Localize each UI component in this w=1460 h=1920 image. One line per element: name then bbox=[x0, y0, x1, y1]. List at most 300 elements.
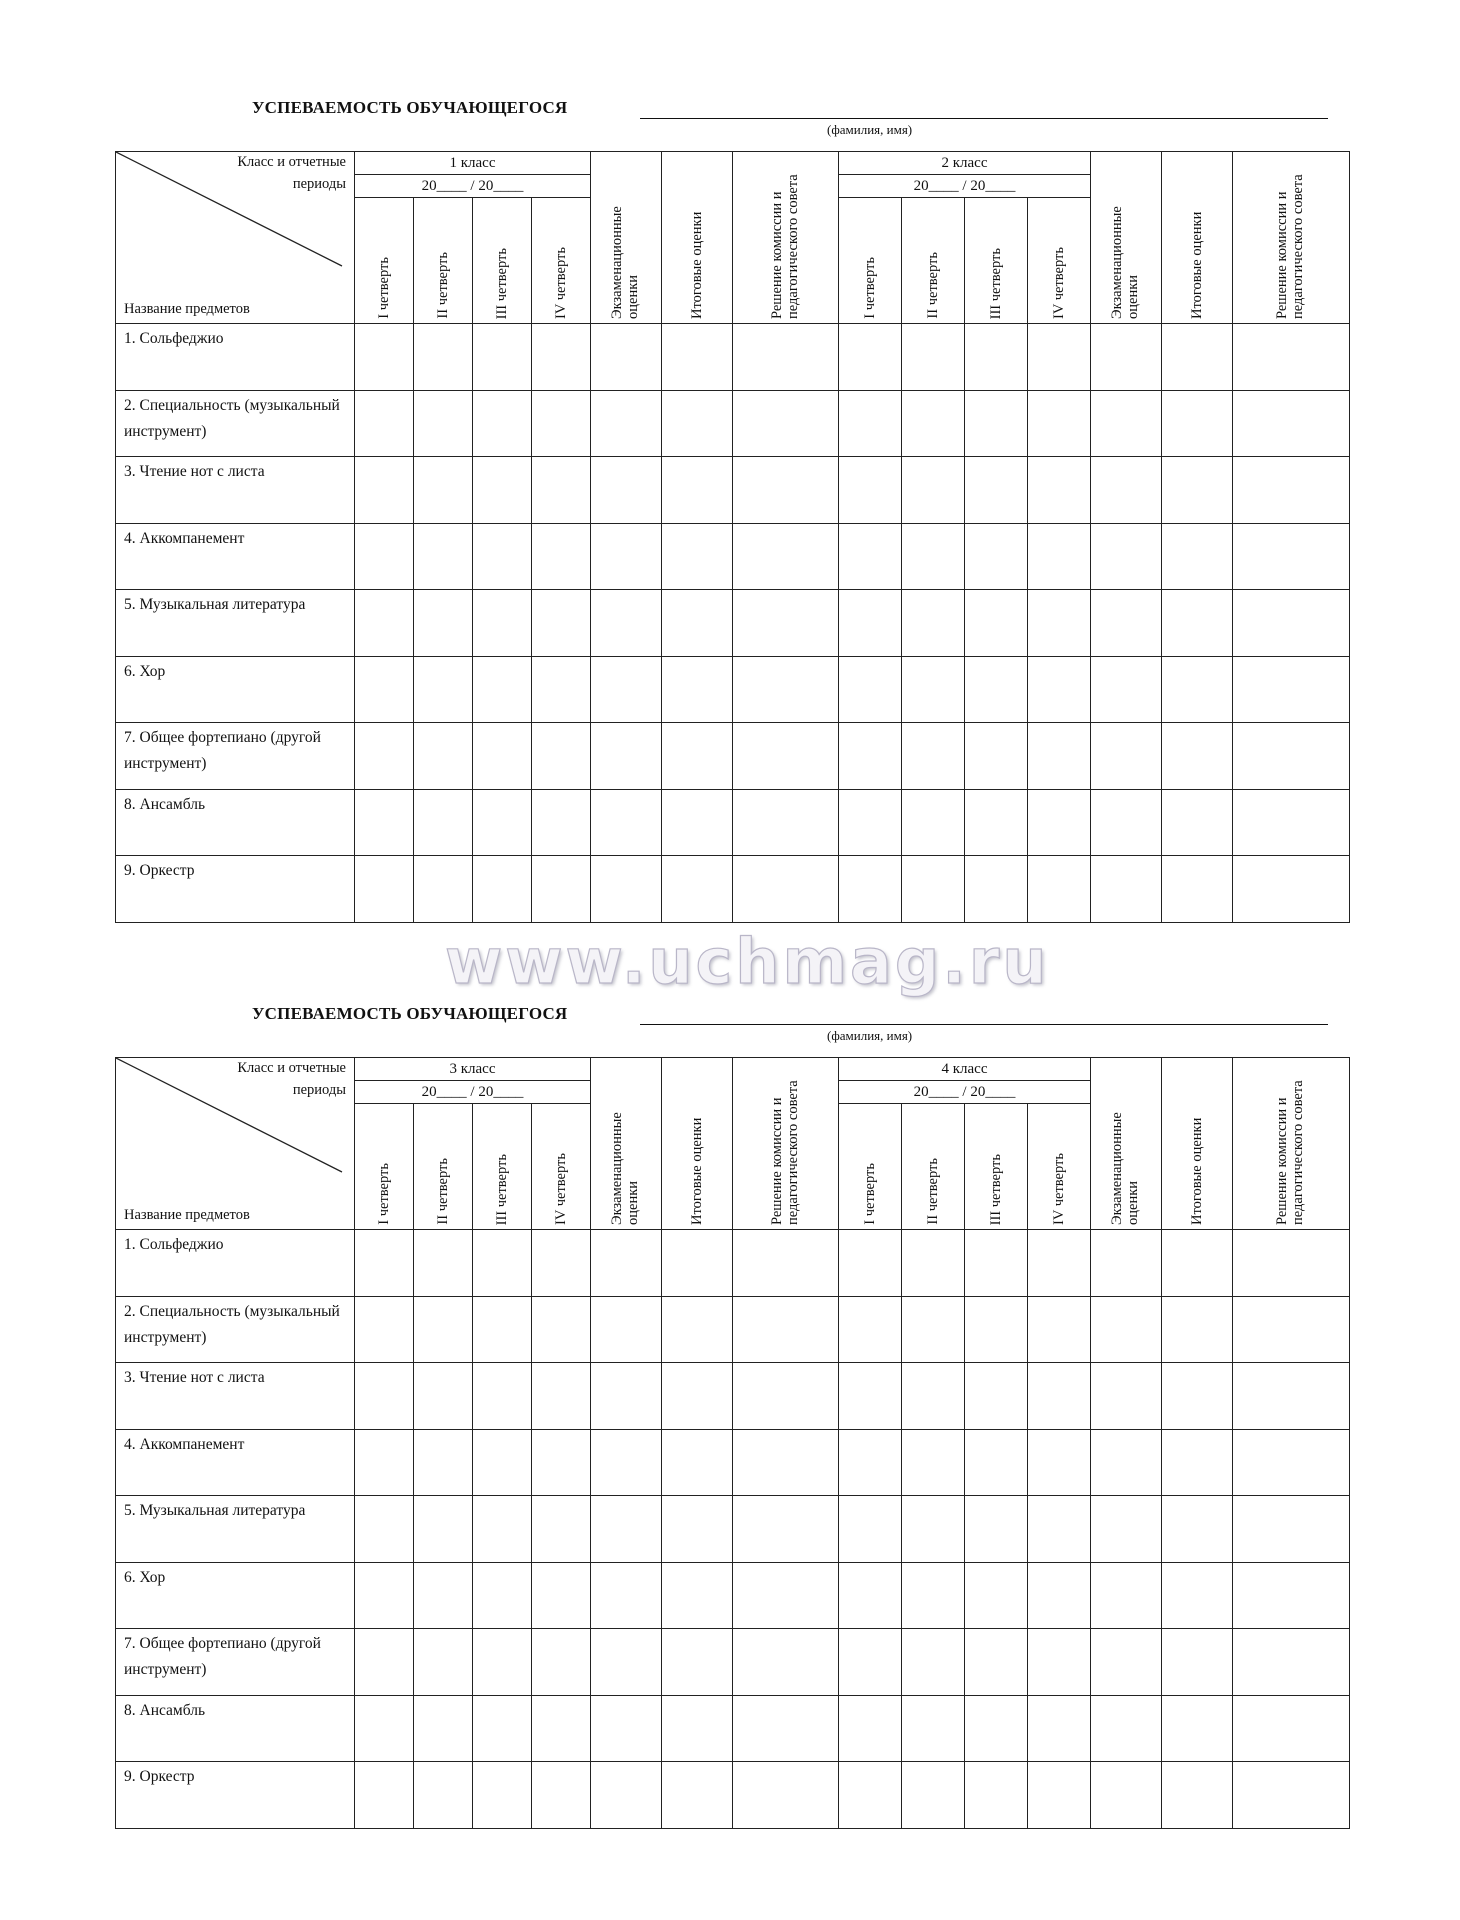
watermark: www.uchmag.ru bbox=[445, 925, 1050, 998]
grade-cell[interactable] bbox=[355, 457, 414, 524]
grade-cell[interactable] bbox=[1233, 1695, 1350, 1762]
grade-cell[interactable] bbox=[414, 656, 473, 723]
grade-cell[interactable] bbox=[733, 457, 839, 524]
grade-cell[interactable] bbox=[591, 789, 662, 856]
grade-cell[interactable] bbox=[414, 324, 473, 391]
grade-cell[interactable] bbox=[662, 1562, 733, 1629]
grade-cell[interactable] bbox=[355, 1363, 414, 1430]
subject-row bbox=[116, 523, 1350, 590]
grade-cell[interactable] bbox=[662, 324, 733, 391]
subject-row bbox=[116, 789, 1350, 856]
grade-cell[interactable] bbox=[902, 1562, 965, 1629]
grade-cell[interactable] bbox=[839, 1296, 902, 1363]
grade-cell[interactable] bbox=[839, 1363, 902, 1430]
grade-cell[interactable] bbox=[591, 390, 662, 457]
grade-cell[interactable] bbox=[591, 1762, 662, 1829]
grade-cell[interactable] bbox=[733, 656, 839, 723]
grade-cell[interactable] bbox=[591, 1562, 662, 1629]
quarter-header: I четверть bbox=[355, 198, 414, 324]
subject-name: 5. Музыкальная литература bbox=[116, 1496, 355, 1563]
grade-cell[interactable] bbox=[965, 390, 1028, 457]
grade-cell[interactable] bbox=[532, 457, 591, 524]
grade-cell[interactable] bbox=[965, 590, 1028, 657]
quarter-header: I четверть bbox=[355, 1104, 414, 1230]
grade-cell[interactable] bbox=[902, 656, 965, 723]
grade-cell[interactable] bbox=[1091, 723, 1162, 790]
grade-cell[interactable] bbox=[473, 1762, 532, 1829]
grade-cell[interactable] bbox=[733, 1562, 839, 1629]
grade-cell[interactable] bbox=[965, 1296, 1028, 1363]
grade-cell[interactable] bbox=[902, 1496, 965, 1563]
grade-cell[interactable] bbox=[591, 656, 662, 723]
grade-cell[interactable] bbox=[902, 1762, 965, 1829]
grade-cell[interactable] bbox=[1091, 590, 1162, 657]
grade-cell[interactable] bbox=[355, 1695, 414, 1762]
quarter-header: III четверть bbox=[965, 198, 1028, 324]
grade-cell[interactable] bbox=[1162, 656, 1233, 723]
grade-cell[interactable] bbox=[733, 1762, 839, 1829]
grade-cell[interactable] bbox=[532, 1230, 591, 1297]
grade-cell[interactable] bbox=[1162, 723, 1233, 790]
decision-header: Решение комиссии и педагогического совета bbox=[1233, 1058, 1350, 1230]
grade-cell[interactable] bbox=[662, 1429, 733, 1496]
grade-cell[interactable] bbox=[839, 1629, 902, 1696]
grade-cell[interactable] bbox=[355, 1429, 414, 1496]
grade-cell[interactable] bbox=[839, 656, 902, 723]
grade-cell[interactable] bbox=[662, 1695, 733, 1762]
grade-cell[interactable] bbox=[662, 1230, 733, 1297]
grade-cell[interactable] bbox=[473, 1629, 532, 1696]
grade-cell[interactable] bbox=[414, 1230, 473, 1297]
grade-cell[interactable] bbox=[1233, 324, 1350, 391]
grade-cell[interactable] bbox=[1162, 1363, 1233, 1430]
grade-cell[interactable] bbox=[839, 1562, 902, 1629]
grade-cell[interactable] bbox=[662, 390, 733, 457]
grade-cell[interactable] bbox=[591, 324, 662, 391]
grade-cell[interactable] bbox=[1028, 1230, 1091, 1297]
grade-cell[interactable] bbox=[839, 523, 902, 590]
year-left-header: 20____ / 20____ bbox=[355, 175, 591, 198]
grade-cell[interactable] bbox=[591, 1496, 662, 1563]
grade-cell[interactable] bbox=[902, 523, 965, 590]
grade-cell[interactable] bbox=[532, 324, 591, 391]
grade-cell[interactable] bbox=[1028, 1429, 1091, 1496]
grade-cell[interactable] bbox=[355, 1629, 414, 1696]
form-title: УСПЕВАЕМОСТЬ ОБУЧАЮЩЕГОСЯ bbox=[252, 98, 568, 117]
grade-cell[interactable] bbox=[733, 723, 839, 790]
grade-cell[interactable] bbox=[355, 1496, 414, 1563]
grade-cell[interactable] bbox=[1233, 390, 1350, 457]
grade-cell[interactable] bbox=[591, 1230, 662, 1297]
grade-cell[interactable] bbox=[1091, 1496, 1162, 1563]
grade-cell[interactable] bbox=[839, 1230, 902, 1297]
grade-cell[interactable] bbox=[1028, 1695, 1091, 1762]
grade-cell[interactable] bbox=[902, 856, 965, 923]
grade-cell[interactable] bbox=[414, 523, 473, 590]
grade-cell[interactable] bbox=[473, 789, 532, 856]
grade-cell[interactable] bbox=[662, 723, 733, 790]
quarter-header: IV четверть bbox=[1028, 198, 1091, 324]
grade-cell[interactable] bbox=[965, 789, 1028, 856]
grade-cell[interactable] bbox=[662, 656, 733, 723]
grade-cell[interactable] bbox=[591, 723, 662, 790]
grade-cell[interactable] bbox=[1162, 856, 1233, 923]
grade-cell[interactable] bbox=[414, 1296, 473, 1363]
grade-cell[interactable] bbox=[355, 656, 414, 723]
grade-cell[interactable] bbox=[355, 789, 414, 856]
grade-cell[interactable] bbox=[839, 390, 902, 457]
grade-cell[interactable] bbox=[1028, 1496, 1091, 1563]
grade-cell[interactable] bbox=[839, 457, 902, 524]
grade-cell[interactable] bbox=[1233, 856, 1350, 923]
grade-cell[interactable] bbox=[473, 324, 532, 391]
grade-cell[interactable] bbox=[355, 1296, 414, 1363]
grade-cell[interactable] bbox=[839, 723, 902, 790]
grade-cell[interactable] bbox=[965, 1230, 1028, 1297]
grade-cell[interactable] bbox=[1091, 1695, 1162, 1762]
grade-cell[interactable] bbox=[1028, 1629, 1091, 1696]
subject-name: 9. Оркестр bbox=[116, 1762, 355, 1829]
grade-cell[interactable] bbox=[1233, 1562, 1350, 1629]
grade-cell[interactable] bbox=[532, 590, 591, 657]
grade-cell[interactable] bbox=[473, 590, 532, 657]
grade-cell[interactable] bbox=[414, 457, 473, 524]
grade-cell[interactable] bbox=[532, 390, 591, 457]
grade-cell[interactable] bbox=[1028, 656, 1091, 723]
class-left-header: 3 класс bbox=[355, 1058, 591, 1081]
grade-cell[interactable] bbox=[662, 1762, 733, 1829]
grade-cell[interactable] bbox=[1162, 457, 1233, 524]
grade-cell[interactable] bbox=[1233, 789, 1350, 856]
grade-cell[interactable] bbox=[532, 1296, 591, 1363]
grade-cell[interactable] bbox=[965, 1429, 1028, 1496]
grade-cell[interactable] bbox=[902, 723, 965, 790]
grade-cell[interactable] bbox=[355, 590, 414, 657]
grade-cell[interactable] bbox=[473, 1429, 532, 1496]
grade-cell[interactable] bbox=[965, 457, 1028, 524]
grade-cell[interactable] bbox=[1162, 1562, 1233, 1629]
grade-cell[interactable] bbox=[1233, 523, 1350, 590]
grade-cell[interactable] bbox=[965, 1562, 1028, 1629]
grade-cell[interactable] bbox=[965, 324, 1028, 391]
grade-cell[interactable] bbox=[532, 1562, 591, 1629]
grade-cell[interactable] bbox=[473, 1496, 532, 1563]
grade-cell[interactable] bbox=[473, 390, 532, 457]
grade-cell[interactable] bbox=[532, 789, 591, 856]
grade-cell[interactable] bbox=[532, 1695, 591, 1762]
subject-row bbox=[116, 1562, 1350, 1629]
grade-cell[interactable] bbox=[414, 1695, 473, 1762]
grade-cell[interactable] bbox=[1091, 324, 1162, 391]
grade-cell[interactable] bbox=[733, 1629, 839, 1696]
grade-cell[interactable] bbox=[662, 1296, 733, 1363]
grade-cell[interactable] bbox=[1162, 1762, 1233, 1829]
grade-cell[interactable] bbox=[1162, 590, 1233, 657]
grade-cell[interactable] bbox=[532, 1629, 591, 1696]
quarter-header: III четверть bbox=[965, 1104, 1028, 1230]
grade-cell[interactable] bbox=[1028, 856, 1091, 923]
grade-cell[interactable] bbox=[1091, 789, 1162, 856]
grade-cell[interactable] bbox=[839, 324, 902, 391]
grade-cell[interactable] bbox=[591, 457, 662, 524]
grade-cell[interactable] bbox=[1233, 1429, 1350, 1496]
grade-cell[interactable] bbox=[1233, 1762, 1350, 1829]
grade-cell[interactable] bbox=[1233, 1629, 1350, 1696]
grade-cell[interactable] bbox=[733, 324, 839, 391]
grade-cell[interactable] bbox=[591, 1363, 662, 1430]
grade-cell[interactable] bbox=[839, 856, 902, 923]
quarter-header: I четверть bbox=[839, 198, 902, 324]
grade-cell[interactable] bbox=[1233, 590, 1350, 657]
grade-cell[interactable] bbox=[1162, 789, 1233, 856]
name-caption: (фамилия, имя) bbox=[827, 122, 913, 137]
grade-cell[interactable] bbox=[1233, 1230, 1350, 1297]
grade-cell[interactable] bbox=[902, 590, 965, 657]
decision-header: Решение комиссии и педагогического совета bbox=[1233, 152, 1350, 324]
grade-cell[interactable] bbox=[473, 1230, 532, 1297]
grade-cell[interactable] bbox=[1162, 1695, 1233, 1762]
grade-cell[interactable] bbox=[1233, 1496, 1350, 1563]
grade-cell[interactable] bbox=[473, 457, 532, 524]
grade-cell[interactable] bbox=[1028, 324, 1091, 391]
grade-cell[interactable] bbox=[902, 1230, 965, 1297]
grade-cell[interactable] bbox=[965, 856, 1028, 923]
grade-cell[interactable] bbox=[473, 523, 532, 590]
grade-cell[interactable] bbox=[532, 656, 591, 723]
form-title-line bbox=[115, 1004, 1349, 1043]
grade-cell[interactable] bbox=[1091, 523, 1162, 590]
grade-cell[interactable] bbox=[591, 1429, 662, 1496]
grade-cell[interactable] bbox=[1162, 1296, 1233, 1363]
grade-cell[interactable] bbox=[662, 856, 733, 923]
grade-cell[interactable] bbox=[1091, 856, 1162, 923]
grade-cell[interactable] bbox=[1162, 523, 1233, 590]
grade-cell[interactable] bbox=[473, 1296, 532, 1363]
final-grades-header: Итоговые оценки bbox=[1162, 152, 1233, 324]
grade-cell[interactable] bbox=[839, 590, 902, 657]
grade-cell[interactable] bbox=[965, 523, 1028, 590]
name-underline[interactable] bbox=[640, 1024, 1328, 1025]
grade-cell[interactable] bbox=[965, 1363, 1028, 1430]
grade-cell[interactable] bbox=[733, 1296, 839, 1363]
grade-cell[interactable] bbox=[662, 523, 733, 590]
grade-cell[interactable] bbox=[733, 1496, 839, 1563]
subject-row bbox=[116, 1496, 1350, 1563]
header-corner bbox=[116, 1058, 355, 1230]
grade-cell[interactable] bbox=[839, 789, 902, 856]
grade-cell[interactable] bbox=[355, 856, 414, 923]
grade-cell[interactable] bbox=[532, 1429, 591, 1496]
grade-cell[interactable] bbox=[355, 1230, 414, 1297]
grade-cell[interactable] bbox=[902, 1363, 965, 1430]
grade-cell[interactable] bbox=[532, 1363, 591, 1430]
grade-cell[interactable] bbox=[355, 324, 414, 391]
grade-cell[interactable] bbox=[839, 1695, 902, 1762]
grade-cell[interactable] bbox=[1028, 523, 1091, 590]
grade-cell[interactable] bbox=[733, 390, 839, 457]
grade-cell[interactable] bbox=[414, 1429, 473, 1496]
grade-cell[interactable] bbox=[591, 523, 662, 590]
grade-cell[interactable] bbox=[532, 1762, 591, 1829]
grade-cell[interactable] bbox=[414, 1762, 473, 1829]
grade-cell[interactable] bbox=[473, 723, 532, 790]
name-underline[interactable] bbox=[640, 118, 1328, 119]
grade-cell[interactable] bbox=[662, 1496, 733, 1563]
grade-cell[interactable] bbox=[355, 390, 414, 457]
grade-cell[interactable] bbox=[414, 789, 473, 856]
subject-row bbox=[116, 1429, 1350, 1496]
grade-cell[interactable] bbox=[662, 590, 733, 657]
grade-cell[interactable] bbox=[1233, 723, 1350, 790]
grade-cell[interactable] bbox=[1028, 1296, 1091, 1363]
grade-cell[interactable] bbox=[965, 1496, 1028, 1563]
grade-cell[interactable] bbox=[965, 723, 1028, 790]
grade-cell[interactable] bbox=[532, 723, 591, 790]
grade-cell[interactable] bbox=[662, 789, 733, 856]
grade-cell[interactable] bbox=[414, 1562, 473, 1629]
grade-cell[interactable] bbox=[1162, 1496, 1233, 1563]
grade-cell[interactable] bbox=[902, 1695, 965, 1762]
quarter-header: IV четверть bbox=[1028, 1104, 1091, 1230]
grade-table bbox=[115, 1057, 1350, 1829]
grade-cell[interactable] bbox=[1028, 1363, 1091, 1430]
grade-cell[interactable] bbox=[473, 1695, 532, 1762]
grade-cell[interactable] bbox=[355, 1762, 414, 1829]
grade-cell[interactable] bbox=[591, 1695, 662, 1762]
grade-cell[interactable] bbox=[1233, 1363, 1350, 1430]
grade-cell[interactable] bbox=[414, 1496, 473, 1563]
grade-cell[interactable] bbox=[414, 1363, 473, 1430]
grade-cell[interactable] bbox=[532, 523, 591, 590]
subject-row bbox=[116, 1230, 1350, 1297]
grade-cell[interactable] bbox=[839, 1496, 902, 1563]
subject-name: 5. Музыкальная литература bbox=[116, 590, 355, 657]
subject-name: 8. Ансамбль bbox=[116, 1695, 355, 1762]
grade-cell[interactable] bbox=[733, 523, 839, 590]
subject-name: 4. Аккомпанемент bbox=[116, 523, 355, 590]
grade-cell[interactable] bbox=[1091, 1296, 1162, 1363]
grade-cell[interactable] bbox=[1091, 1762, 1162, 1829]
subject-name: 1. Сольфеджио bbox=[116, 324, 355, 391]
grade-cell[interactable] bbox=[355, 523, 414, 590]
grade-cell[interactable] bbox=[1091, 1230, 1162, 1297]
grade-cell[interactable] bbox=[473, 856, 532, 923]
grade-cell[interactable] bbox=[1028, 1562, 1091, 1629]
grade-cell[interactable] bbox=[733, 789, 839, 856]
grade-cell[interactable] bbox=[414, 390, 473, 457]
grade-cell[interactable] bbox=[662, 457, 733, 524]
form-title-line bbox=[115, 98, 1349, 137]
grade-cell[interactable] bbox=[902, 390, 965, 457]
grade-cell[interactable] bbox=[965, 1695, 1028, 1762]
grade-cell[interactable] bbox=[1162, 390, 1233, 457]
grade-cell[interactable] bbox=[1091, 656, 1162, 723]
grade-cell[interactable] bbox=[473, 1562, 532, 1629]
subject-name: 7. Общее фортепиано (другой инструмент) bbox=[116, 1629, 355, 1696]
quarter-header: IV четверть bbox=[532, 1104, 591, 1230]
grade-cell[interactable] bbox=[473, 656, 532, 723]
year-right-header: 20____ / 20____ bbox=[839, 1081, 1091, 1104]
grade-cell[interactable] bbox=[733, 856, 839, 923]
grade-cell[interactable] bbox=[414, 856, 473, 923]
corner-label-mid: периоды bbox=[292, 176, 346, 192]
grade-cell[interactable] bbox=[1091, 1629, 1162, 1696]
grade-cell[interactable] bbox=[1233, 656, 1350, 723]
grade-cell[interactable] bbox=[355, 1562, 414, 1629]
subject-name: 7. Общее фортепиано (другой инструмент) bbox=[116, 723, 355, 790]
grade-cell[interactable] bbox=[839, 1762, 902, 1829]
grade-cell[interactable] bbox=[902, 324, 965, 391]
grade-cell[interactable] bbox=[591, 590, 662, 657]
grade-cell[interactable] bbox=[355, 723, 414, 790]
grade-cell[interactable] bbox=[1028, 457, 1091, 524]
grade-cell[interactable] bbox=[591, 1296, 662, 1363]
subject-name: 6. Хор bbox=[116, 1562, 355, 1629]
grade-cell[interactable] bbox=[1162, 1429, 1233, 1496]
grade-cell[interactable] bbox=[532, 1496, 591, 1563]
grade-cell[interactable] bbox=[1233, 1296, 1350, 1363]
grade-cell[interactable] bbox=[839, 1429, 902, 1496]
grade-cell[interactable] bbox=[902, 1296, 965, 1363]
grade-cell[interactable] bbox=[733, 1230, 839, 1297]
quarter-header: II четверть bbox=[414, 1104, 473, 1230]
grade-cell[interactable] bbox=[965, 1629, 1028, 1696]
grade-cell[interactable] bbox=[1028, 789, 1091, 856]
subject-row bbox=[116, 590, 1350, 657]
class-right-header: 4 класс bbox=[839, 1058, 1091, 1081]
grade-cell[interactable] bbox=[591, 856, 662, 923]
grade-cell[interactable] bbox=[1162, 1230, 1233, 1297]
grade-cell[interactable] bbox=[662, 1629, 733, 1696]
grade-cell[interactable] bbox=[1028, 390, 1091, 457]
grade-cell[interactable] bbox=[733, 1429, 839, 1496]
grade-cell[interactable] bbox=[1091, 1429, 1162, 1496]
subject-row bbox=[116, 1629, 1350, 1696]
grade-cell[interactable] bbox=[1091, 1363, 1162, 1430]
subject-name: 3. Чтение нот с листа bbox=[116, 457, 355, 524]
grade-cell[interactable] bbox=[1028, 1762, 1091, 1829]
grade-cell[interactable] bbox=[902, 1629, 965, 1696]
subject-row bbox=[116, 1296, 1350, 1363]
grade-cell[interactable] bbox=[1028, 723, 1091, 790]
grade-cell[interactable] bbox=[902, 789, 965, 856]
grade-cell[interactable] bbox=[414, 590, 473, 657]
grade-cell[interactable] bbox=[1233, 457, 1350, 524]
grade-cell[interactable] bbox=[1028, 590, 1091, 657]
exam-grades-header: Экзаменационные оценки bbox=[1091, 152, 1162, 324]
subject-name: 2. Специальность (музыкальный инструмент) bbox=[116, 1296, 355, 1363]
grade-cell[interactable] bbox=[965, 656, 1028, 723]
grade-cell[interactable] bbox=[1091, 390, 1162, 457]
grade-cell[interactable] bbox=[733, 1695, 839, 1762]
subject-row bbox=[116, 1762, 1350, 1829]
grade-cell[interactable] bbox=[1162, 1629, 1233, 1696]
grade-cell[interactable] bbox=[414, 1629, 473, 1696]
grade-cell[interactable] bbox=[1162, 324, 1233, 391]
grade-cell[interactable] bbox=[902, 457, 965, 524]
grade-cell[interactable] bbox=[733, 1363, 839, 1430]
grade-cell[interactable] bbox=[1091, 457, 1162, 524]
grade-cell[interactable] bbox=[591, 1629, 662, 1696]
grade-cell[interactable] bbox=[662, 1363, 733, 1430]
grade-cell[interactable] bbox=[532, 856, 591, 923]
grade-cell[interactable] bbox=[1091, 1562, 1162, 1629]
grade-cell[interactable] bbox=[965, 1762, 1028, 1829]
grade-cell[interactable] bbox=[414, 723, 473, 790]
grade-cell[interactable] bbox=[902, 1429, 965, 1496]
grade-cell[interactable] bbox=[473, 1363, 532, 1430]
grade-cell[interactable] bbox=[733, 590, 839, 657]
